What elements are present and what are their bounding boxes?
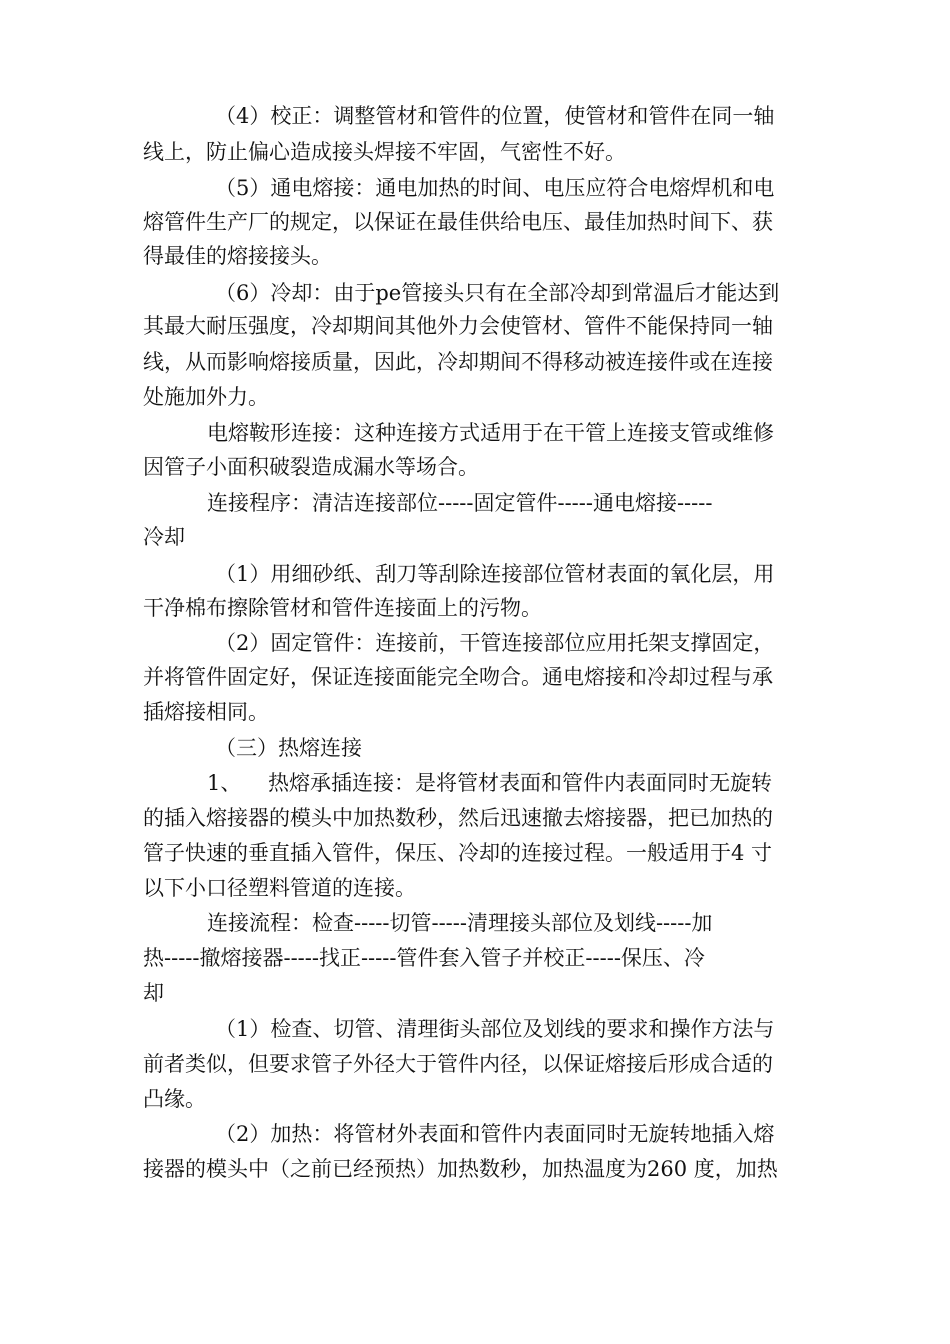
text-line: 连接流程：检查-----切管-----清理接头部位及划线-----加 (207, 911, 713, 935)
text-line: 接器的模头中（之前已经预热）加热数秒，加热温度为260 度，加热 (143, 1157, 778, 1181)
text-line: （2）加热：将管材外表面和管件内表面同时无旋转地插入熔 (215, 1122, 775, 1146)
text-line: 插熔接相同。 (143, 700, 269, 724)
text-line: 其最大耐压强度，冷却期间其他外力会使管材、管件不能保持同一轴 (143, 314, 773, 338)
text-line: （5）通电熔接：通电加热的时间、电压应符合电熔焊机和电 (215, 176, 775, 200)
text-line: 以下小口径塑料管道的连接。 (143, 876, 416, 900)
text-line: 却 (143, 981, 164, 1005)
text-line: 冷却 (143, 525, 185, 549)
text-line: 热-----撤熔接器-----找正-----管件套入管子并校正-----保压、冷 (143, 946, 705, 970)
text-line: （1）用细砂纸、刮刀等刮除连接部位管材表面的氧化层，用 (215, 562, 775, 586)
text-line: 连接程序：清洁连接部位-----固定管件-----通电熔接----- (207, 491, 713, 515)
text-line: 前者类似，但要求管子外径大于管件内径，以保证熔接后形成合适的 (143, 1052, 773, 1076)
text-line: （2）固定管件：连接前，干管连接部位应用托架支撑固定， (215, 631, 775, 655)
text-line: （1）检查、切管、清理街头部位及划线的要求和操作方法与 (215, 1017, 775, 1041)
text-line: 凸缘。 (143, 1087, 206, 1111)
text-line: 电熔鞍形连接：这种连接方式适用于在干管上连接支管或维修 (207, 421, 774, 445)
text-line: 线上，防止偏心造成接头焊接不牢固，气密性不好。 (143, 140, 626, 164)
text-line: 1、 热熔承插连接：是将管材表面和管件内表面同时无旋转 (207, 771, 773, 795)
text-line: 因管子小面积破裂造成漏水等场合。 (143, 455, 479, 479)
text-line: 并将管件固定好，保证连接面能完全吻合。通电熔接和冷却过程与承 (143, 665, 773, 689)
text-line: 处施加外力。 (143, 385, 269, 409)
text-line: 线，从而影响熔接质量，因此，冷却期间不得移动被连接件或在连接 (143, 350, 773, 374)
text-line: 得最佳的熔接接头。 (143, 244, 332, 268)
text-line: 干净棉布擦除管材和管件连接面上的污物。 (143, 596, 542, 620)
section-heading: （三）热熔连接 (215, 736, 362, 760)
text-line: 的插入熔接器的模头中加热数秒，然后迅速撤去熔接器，把已加热的 (143, 806, 773, 830)
text-line: （6）冷却：由于pe管接头只有在全部冷却到常温后才能达到 (215, 281, 780, 305)
text-line: 管子快速的垂直插入管件，保压、冷却的连接过程。一般适用于4 寸 (143, 841, 773, 865)
text-line: 熔管件生产厂的规定，以保证在最佳供给电压、最佳加热时间下、获 (143, 210, 773, 234)
text-line: （4）校正：调整管材和管件的位置，使管材和管件在同一轴 (215, 104, 775, 128)
